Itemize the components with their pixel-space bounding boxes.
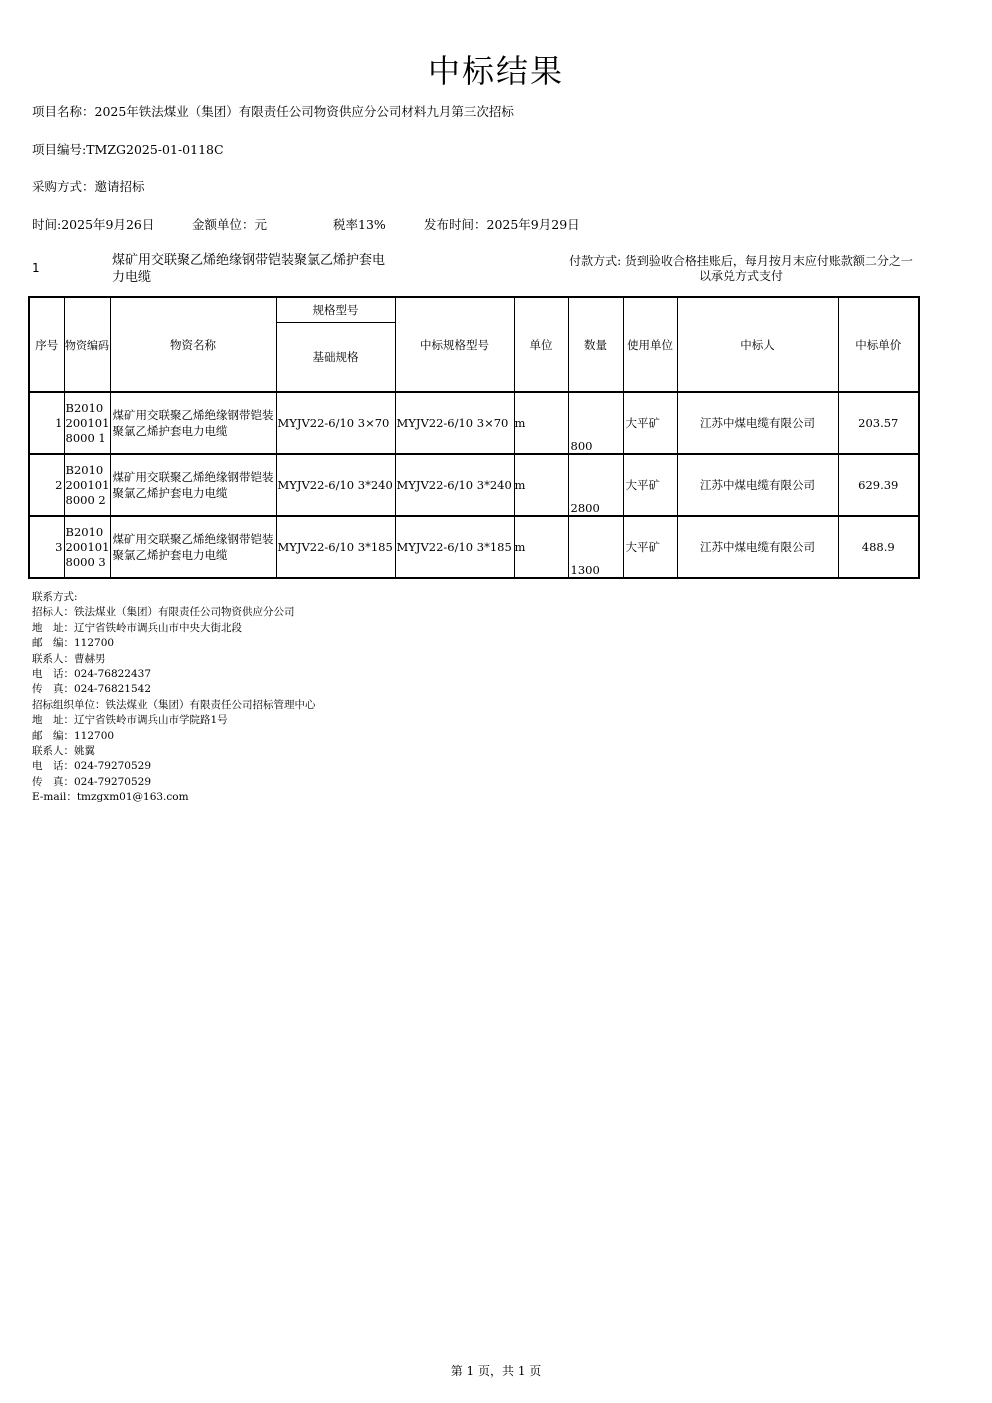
cell-user: 大平矿 [623,516,677,578]
contact-heading: 联系方式: [32,591,78,603]
header-qty: 数量 [568,297,623,392]
cell-price: 203.57 [838,392,919,454]
header-price: 中标单价 [838,297,919,392]
payment-terms: 付款方式: 货到验收合格挂账后，每月按月末应付账款额二分之一以承兑方式支付 [569,254,913,283]
cell-bid-spec: MYJV22-6/10 3×70 [395,392,514,454]
cell-qty: 1300 [568,516,623,578]
header-seq: 序号 [29,297,64,392]
cell-base-spec: MYJV22-6/10 3×70 [276,392,395,454]
purchase-method: 采购方式：邀请招标 [32,179,145,194]
agency-address: 地 址：辽宁省铁岭市调兵山市学院路1号 [32,714,228,727]
cell-code: B20102001018000 1 [64,392,110,454]
cell-base-spec: MYJV22-6/10 3*185 [276,516,395,578]
header-bid-spec: 中标规格型号 [395,297,514,392]
header-name: 物资名称 [110,297,276,392]
contact-info [32,590,316,806]
table-row [29,454,919,516]
group-description: 煤矿用交联聚乙烯绝缘钢带铠装聚氯乙烯护套电力电缆 [112,253,386,285]
currency-unit: 金额单位：元 [192,217,268,232]
agency-fax: 传 真：024-79270529 [32,775,152,788]
table-row [29,516,919,578]
tax-rate: 税率13% [333,217,386,232]
time: 时间:2025年9月26日 [32,217,155,232]
publish-time: 发布时间：2025年9月29日 [424,217,580,232]
cell-winner: 江苏中煤电缆有限公司 [677,516,838,578]
cell-seq: 3 [29,516,64,578]
header-winner: 中标人 [677,297,838,392]
header-spec-group: 规格型号 [276,297,395,323]
agency-email: E-mail：tmzgxm01@163.com [32,791,189,804]
cell-base-spec: MYJV22-6/10 3*240 [276,454,395,516]
cell-user: 大平矿 [623,454,677,516]
cell-code: B20102001018000 3 [64,516,110,578]
page-title: 中标结果 [427,52,564,90]
cell-seq: 2 [29,454,64,516]
cell-price: 488.9 [838,516,919,578]
tenderer-fax: 传 真：024-76821542 [32,683,152,696]
header-user: 使用单位 [623,297,677,392]
agency-postcode: 邮 编：112700 [32,729,115,742]
agency-contact-person: 联系人：姚翼 [32,745,95,758]
tenderer-contact-person: 联系人：曹赫男 [32,652,106,665]
agency: 招标组织单位：铁法煤业（集团）有限责任公司招标管理中心 [32,698,316,711]
cell-price: 629.39 [838,454,919,516]
cell-code: B20102001018000 2 [64,454,110,516]
header-code: 物资编码 [64,297,110,392]
cell-unit: m [514,392,568,454]
cell-name: 煤矿用交联聚乙烯绝缘钢带铠装聚氯乙烯护套电力电缆 [110,516,276,578]
cell-name: 煤矿用交联聚乙烯绝缘钢带铠装聚氯乙烯护套电力电缆 [110,454,276,516]
cell-user: 大平矿 [623,392,677,454]
cell-seq: 1 [29,392,64,454]
bid-result-table [28,296,920,579]
group-index: 1 [32,261,40,275]
cell-unit: m [514,454,568,516]
tenderer-address: 地 址：辽宁省铁岭市调兵山市中央大街北段 [32,621,242,634]
project-name: 项目名称：2025年铁法煤业（集团）有限责任公司物资供应分公司材料九月第三次招标 [32,104,514,119]
page-footer: 第 1 页，共 1 页 [450,1364,542,1378]
tenderer-postcode: 邮 编：112700 [32,637,115,650]
cell-winner: 江苏中煤电缆有限公司 [677,392,838,454]
project-code: 项目编号:TMZG2025-01-0118C [32,142,224,157]
cell-unit: m [514,516,568,578]
tenderer: 招标人：铁法煤业（集团）有限责任公司物资供应分公司 [32,606,295,619]
cell-winner: 江苏中煤电缆有限公司 [677,454,838,516]
cell-bid-spec: MYJV22-6/10 3*240 [395,454,514,516]
cell-name: 煤矿用交联聚乙烯绝缘钢带铠装聚氯乙烯护套电力电缆 [110,392,276,454]
tenderer-phone: 电 话：024-76822437 [32,668,152,681]
cell-bid-spec: MYJV22-6/10 3*185 [395,516,514,578]
agency-phone: 电 话：024-79270529 [32,760,152,773]
cell-qty: 800 [568,392,623,454]
header-unit: 单位 [514,297,568,392]
table-row [29,392,919,454]
header-base-spec: 基础规格 [276,323,395,393]
cell-qty: 2800 [568,454,623,516]
